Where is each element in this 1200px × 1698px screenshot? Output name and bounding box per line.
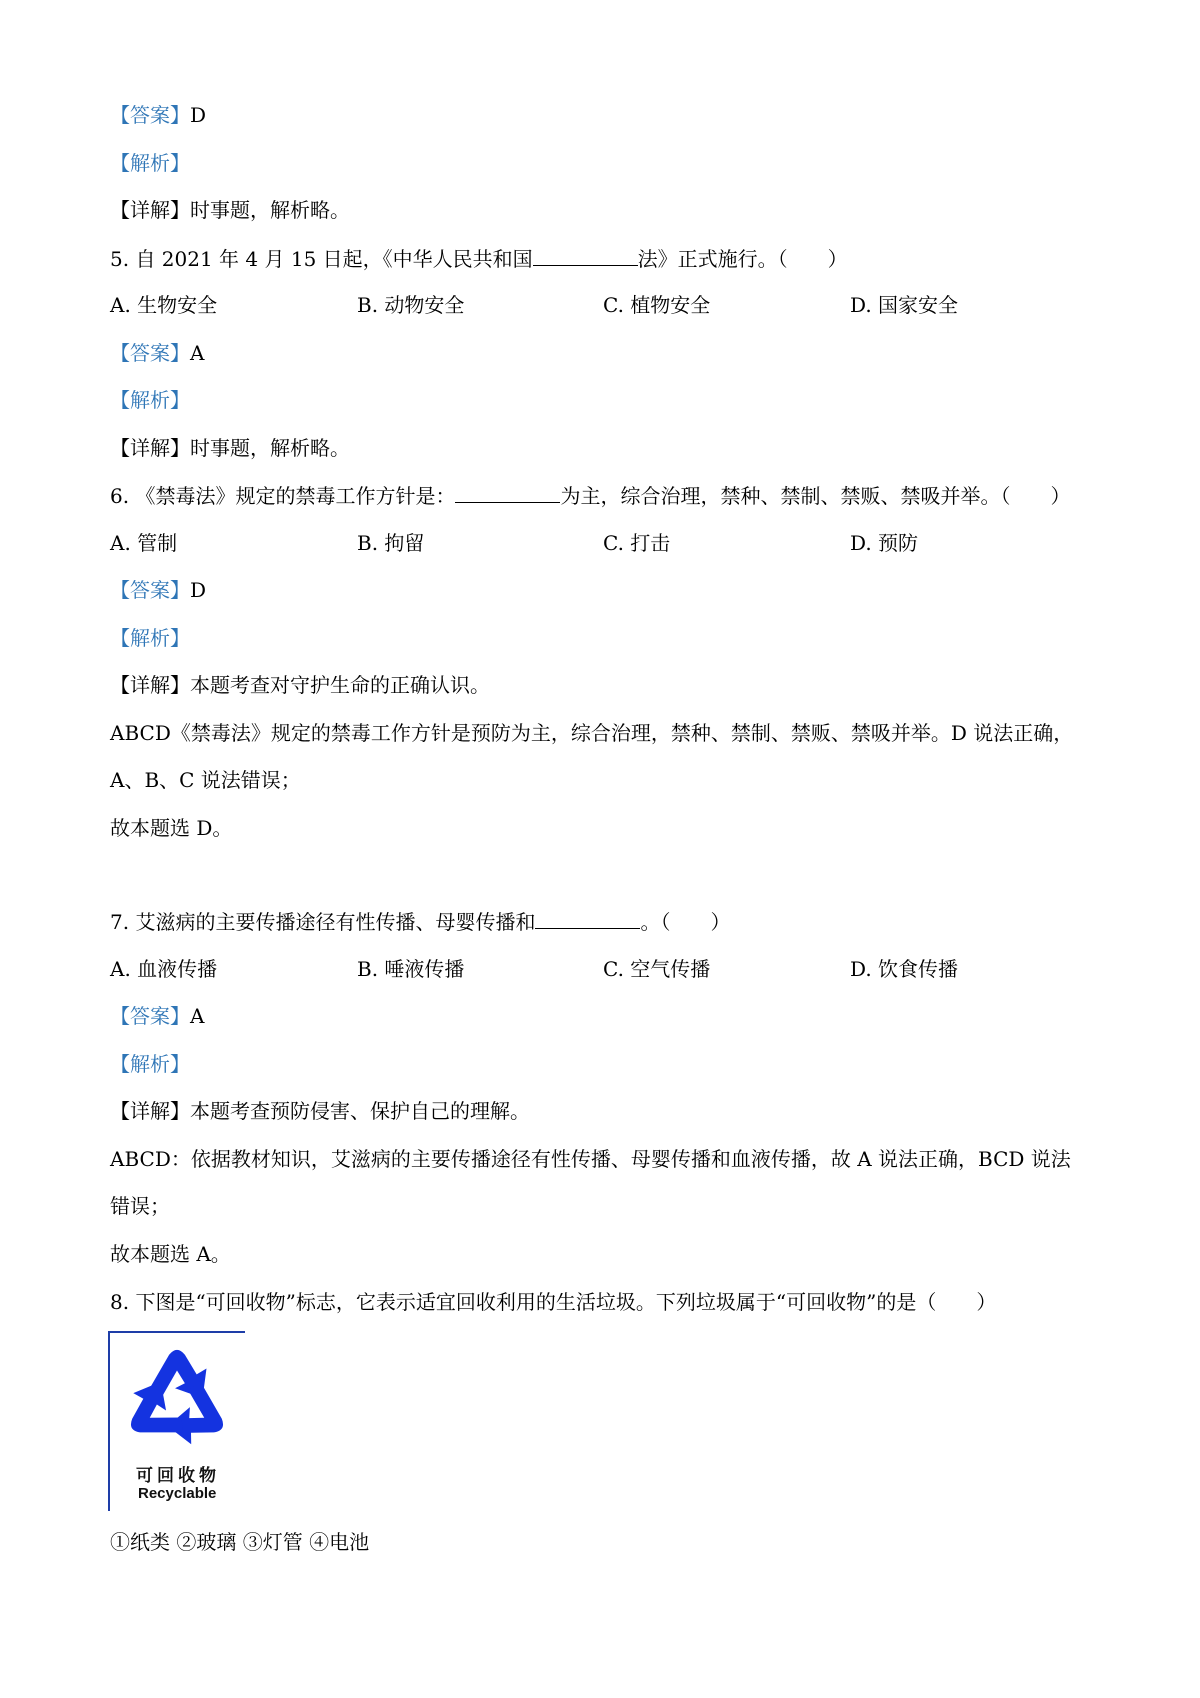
logo-chinese-label: 可回收物 xyxy=(136,1466,220,1486)
q7-option-b: B. 唾液传播 xyxy=(357,957,465,981)
q6-answer: 【答案】D xyxy=(110,578,207,602)
q7-option-d: D. 饮食传播 xyxy=(850,957,959,981)
q6-option-a: A. 管制 xyxy=(110,531,178,555)
q6-option-c: C. 打击 xyxy=(603,531,671,555)
q7-option-c: C. 空气传播 xyxy=(603,957,711,981)
q5-option-a: A. 生物安全 xyxy=(110,293,218,317)
q4-analysis: 【解析】 xyxy=(110,151,190,175)
answer-tag: 【答案】 xyxy=(110,103,190,127)
q6-option-b: B. 拘留 xyxy=(357,531,425,555)
q7-explanation-line1: ABCD：依据教材知识，艾滋病的主要传播途径有性传播、母婴传播和血液传播，故 A 说法正确，BCD 说法 xyxy=(110,1147,1071,1171)
fill-blank xyxy=(535,906,640,929)
q7-option-a: A. 血液传播 xyxy=(110,957,218,981)
q4-answer: 【答案】D xyxy=(110,103,207,127)
fill-blank xyxy=(533,243,638,266)
q8-stem: 8. 下图是“可回收物”标志，它表示适宜回收利用的生活垃圾。下列垃圾属于“可回收物”的是（ ） xyxy=(110,1290,997,1314)
q7-answer: 【答案】A xyxy=(110,1004,205,1028)
q7-conclusion: 故本题选 A。 xyxy=(110,1242,231,1266)
q5-option-b: B. 动物安全 xyxy=(357,293,465,317)
recyclable-logo xyxy=(108,1331,245,1511)
q5-option-c: C. 植物安全 xyxy=(603,293,711,317)
q4-detail: 【详解】时事题，解析略。 xyxy=(110,198,350,222)
q6-conclusion: 故本题选 D。 xyxy=(110,816,233,840)
q7-explanation-line2: 错误； xyxy=(110,1194,170,1218)
q7-stem: 7. 艾滋病的主要传播途径有性传播、母婴传播和 。（ ） xyxy=(110,906,730,937)
q5-analysis: 【解析】 xyxy=(110,388,190,412)
q7-detail: 【详解】本题考查预防侵害、保护自己的理解。 xyxy=(110,1099,530,1123)
recycle-icon xyxy=(118,1341,236,1459)
q5-option-d: D. 国家安全 xyxy=(850,293,959,317)
q6-explanation-line1: ABCD《禁毒法》规定的禁毒工作方针是预防为主，综合治理，禁种、禁制、禁贩、禁吸并举。D 说法正确， xyxy=(110,721,1074,745)
q6-stem: 6. 《禁毒法》规定的禁毒工作方针是： 为主，综合治理，禁种、禁制、禁贩、禁吸并举。（ ） xyxy=(110,480,1070,511)
logo-english-label: Recyclable xyxy=(138,1485,217,1502)
q6-explanation-line2: A、B、C 说法错误； xyxy=(110,768,301,792)
q6-detail: 【详解】本题考查对守护生命的正确认识。 xyxy=(110,673,490,697)
fill-blank xyxy=(455,480,560,503)
q5-detail: 【详解】时事题，解析略。 xyxy=(110,436,350,460)
q6-analysis: 【解析】 xyxy=(110,626,190,650)
q8-items: ①纸类 ②玻璃 ③灯管 ④电池 xyxy=(110,1530,370,1554)
q6-option-d: D. 预防 xyxy=(850,531,919,555)
q5-stem: 5. 自 2021 年 4 月 15 日起，《中华人民共和国 法》正式施行。（ ） xyxy=(110,243,848,274)
q7-analysis: 【解析】 xyxy=(110,1052,190,1076)
q5-answer: 【答案】A xyxy=(110,341,205,365)
